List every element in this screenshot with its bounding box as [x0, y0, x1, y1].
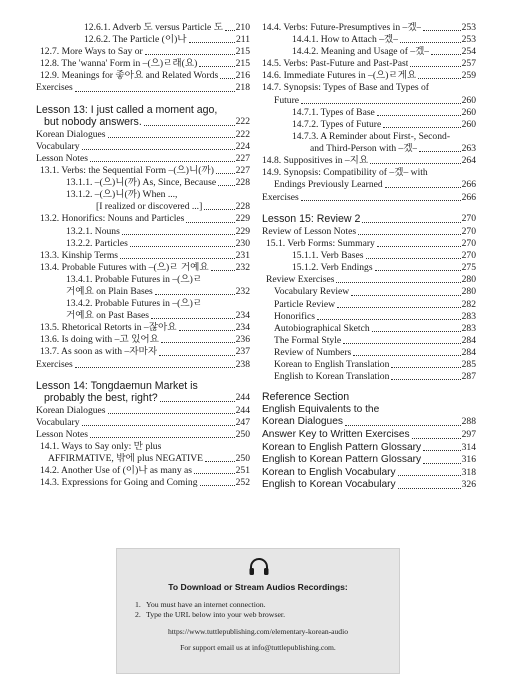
toc-entry [36, 262, 250, 274]
dot-leader [75, 367, 235, 368]
toc-entry [36, 238, 250, 250]
toc-entry-page: 228 [235, 201, 250, 213]
toc-entry-title: 12.7. More Ways to Say or [40, 46, 143, 58]
toc-entry-page: 270 [461, 238, 476, 250]
lesson15-title: Lesson 15: Review 2 [262, 213, 361, 226]
dot-leader [370, 163, 460, 164]
toc-entry [262, 347, 476, 359]
toc-entry [36, 58, 250, 70]
toc-entry [36, 70, 250, 82]
dot-leader [108, 413, 235, 414]
toc-entry [36, 453, 250, 465]
dot-leader [423, 463, 460, 464]
download-box-title: To Download or Stream Audios Recordings: [168, 582, 348, 592]
toc-entry-title: 13.2.2. Particles [66, 237, 128, 249]
toc-entry-title: 13.3. Kinship Terms [40, 249, 119, 261]
dot-leader [122, 234, 235, 235]
toc-entry-page: 283 [461, 310, 476, 322]
toc-entry [36, 286, 250, 298]
toc-entry [262, 95, 476, 107]
toc-entry-title: 15.1.2. Verb Endings [292, 262, 373, 274]
toc-entry [262, 371, 476, 383]
toc-entry-title: 13.6. Is doing with –고 있어요 [40, 334, 159, 346]
dot-leader [161, 342, 235, 343]
toc-entry-page: 247 [235, 416, 250, 428]
toc-entry-title: 12.6.1. Adverb 도 versus Particle 도 [84, 22, 223, 33]
toc-entry [36, 82, 250, 94]
toc-entry-page: 318 [461, 466, 476, 478]
lesson14-title-line2: probably the best, right? [44, 392, 158, 405]
toc-entry [262, 34, 476, 46]
toc-entry [36, 429, 250, 441]
lesson14-title-line1: Lesson 14: Tongdaemun Market is [36, 379, 198, 392]
toc-entry-title: 12.9. Meanings for 좋아요 and Related Words [40, 70, 219, 82]
toc-entry-page: 227 [235, 165, 250, 177]
toc-entry-title: Honorifics [274, 310, 316, 322]
toc-entry-title: Review of Lesson Notes [262, 226, 357, 237]
toc-entry-title: 13.7. As soon as with –자마자 [40, 346, 158, 358]
toc-entry-page: 224 [235, 140, 250, 152]
toc-entry-title: 거예요 on Plain Bases [66, 285, 153, 297]
dot-leader [317, 319, 461, 320]
dot-leader [108, 137, 235, 138]
toc-entry-title: 15.1. Verb Forms: Summary [266, 238, 375, 250]
toc-entry-title: The Formal Style [274, 334, 342, 346]
toc-entry [36, 250, 250, 262]
dot-leader [418, 78, 460, 79]
dot-leader [366, 258, 461, 259]
toc-entry-title: and Third-Person with –겠– [310, 142, 418, 154]
toc-entry-page: 280 [461, 286, 476, 298]
dot-leader [160, 401, 235, 402]
toc-entry-title: Lesson Notes [36, 429, 88, 440]
toc-entry-title: Future [274, 94, 300, 106]
toc-lesson13-entries [36, 129, 250, 371]
toc-entry-page: 260 [461, 94, 476, 106]
toc-entry [262, 299, 476, 311]
toc-entry-title: 14.8. Suppositives in –지요 [262, 155, 369, 167]
dot-leader [372, 331, 461, 332]
toc-entry-page: 252 [235, 477, 250, 489]
toc-entry-title: Korean Dialogues [36, 404, 106, 416]
toc-entry-page: 236 [235, 334, 250, 346]
toc-entry-title: Vocabulary [36, 416, 80, 428]
dot-leader [337, 307, 461, 308]
toc-entry [36, 141, 250, 153]
dot-leader [343, 343, 460, 344]
toc-entry [262, 479, 476, 492]
toc-lesson14-entries [36, 405, 250, 490]
toc-entry [262, 335, 476, 347]
dot-leader [204, 209, 234, 210]
dot-leader [211, 270, 235, 271]
dot-leader [391, 367, 460, 368]
dot-leader [90, 437, 235, 438]
toc-entry-title: [I realized or discovered ...] [96, 201, 203, 213]
toc-entry-page: 222 [235, 128, 250, 140]
toc-entry [262, 416, 476, 429]
audio-download-box [116, 548, 400, 674]
dot-leader [145, 54, 235, 55]
toc-entry [262, 442, 476, 455]
lesson14-heading [36, 380, 250, 405]
dot-leader [179, 330, 235, 331]
toc-entry-page: 232 [235, 285, 250, 297]
toc-entry [36, 322, 250, 334]
toc-entry [262, 359, 476, 371]
toc-entry-page: 215 [235, 58, 250, 70]
toc-entry [262, 58, 476, 70]
toc-entry-page: 257 [461, 58, 476, 70]
toc-entry-title: 14.7.1. Types of Base [292, 106, 375, 118]
toc-entry [36, 359, 250, 371]
toc-entry [262, 22, 476, 34]
dot-leader [391, 379, 460, 380]
toc-entry-page: 288 [461, 416, 476, 428]
toc-entry [36, 298, 250, 310]
toc-entry [262, 119, 476, 131]
dot-leader [351, 295, 460, 296]
dot-leader [301, 200, 461, 201]
toc-entry-title: 14.2. Another Use of (이)나 as many as [40, 465, 193, 477]
toc-entry [262, 179, 476, 191]
toc-entry-page: 260 [461, 106, 476, 118]
toc-entry-page: 287 [461, 371, 476, 383]
toc-entry-page: 216 [235, 70, 250, 82]
lesson15-page: 270 [461, 213, 476, 225]
toc-entry [36, 213, 250, 225]
toc-entry-title: 14.4. Verbs: Future-Presumptives in –겠– [262, 22, 422, 33]
toc-entry [36, 417, 250, 429]
lesson15-heading [262, 213, 476, 226]
toc-entry [36, 22, 250, 34]
toc-entry-page: 232 [235, 261, 250, 273]
toc-entry-title: 13.2.1. Nouns [66, 225, 120, 237]
toc-lesson14-continuation [262, 22, 476, 204]
dot-leader [410, 66, 460, 67]
toc-entry [36, 477, 250, 489]
toc-entry-page: 253 [461, 34, 476, 46]
toc-entry-page: 228 [235, 177, 250, 189]
toc-lesson15-entries [262, 226, 476, 383]
dot-leader [130, 246, 235, 247]
toc-entry-page: 266 [461, 179, 476, 191]
dot-leader [82, 149, 235, 150]
toc-entry-page: 210 [235, 22, 250, 33]
toc-entry [262, 46, 476, 58]
toc-entry-title: Korean to English Pattern Glossary [262, 441, 422, 453]
toc-entry [262, 429, 476, 442]
toc-entry-title: Vocabulary Review [274, 286, 350, 298]
toc-entry [36, 189, 250, 201]
toc-entry [262, 286, 476, 298]
dot-leader [423, 450, 460, 451]
lesson13-heading [36, 104, 250, 129]
lesson13-title-line2: but nobody answers. [44, 116, 142, 129]
toc-entry-page: 266 [461, 192, 476, 204]
toc-entry-page: 211 [235, 34, 250, 46]
dot-leader [151, 318, 235, 319]
toc-entry-page: 280 [461, 274, 476, 286]
toc-entry [262, 82, 476, 94]
toc-entry-page: 297 [461, 429, 476, 440]
toc-entry-title: Endings Previously Learned [274, 179, 383, 191]
toc-entry-page: 250 [235, 453, 250, 465]
dot-leader [419, 151, 460, 152]
toc-entry-title: 거예요 on Past Bases [66, 310, 149, 322]
dot-leader [385, 187, 461, 188]
dot-leader [194, 473, 235, 474]
dot-leader [75, 91, 235, 92]
dot-leader [345, 425, 461, 426]
toc-entry [262, 107, 476, 119]
toc-entry [36, 346, 250, 358]
dot-leader [144, 125, 235, 126]
toc-entry-page: 264 [461, 155, 476, 167]
dot-leader [377, 115, 461, 116]
toc-entry-page: 218 [235, 82, 250, 94]
toc-entry-page: 250 [235, 429, 250, 440]
toc-entry [262, 192, 476, 204]
toc-entry-title: 14.9. Synopsis: Compatibility of –겠– with [262, 167, 428, 179]
toc-entry-page: 251 [235, 465, 250, 477]
toc-left-column [36, 22, 250, 489]
toc-entry [36, 310, 250, 322]
toc-entry-title: Answer Key to Written Exercises [262, 429, 410, 440]
toc-entry [262, 250, 476, 262]
toc-entry [36, 465, 250, 477]
toc-entry [36, 129, 250, 141]
dot-leader [412, 438, 461, 439]
toc-entry-title: 13.2. Honorifics: Nouns and Particles [40, 213, 185, 225]
toc-entry-page: 260 [461, 118, 476, 130]
toc-entry-title: 14.4.1. How to Attach –겠– [292, 34, 398, 46]
lesson14-page: 244 [235, 392, 250, 404]
toc-entry-page: 270 [461, 226, 476, 237]
toc-entry-page: 284 [461, 346, 476, 358]
toc-entry-title: 14.7. Synopsis: Types of Base and Types of [262, 82, 429, 94]
toc-entry [36, 274, 250, 286]
dot-leader [205, 461, 235, 462]
toc-entry-page: 326 [461, 479, 476, 491]
toc-entry [36, 153, 250, 165]
toc-entry [262, 262, 476, 274]
toc-entry-title: Vocabulary [36, 140, 80, 152]
toc-entry-title: Korean to English Translation [274, 359, 390, 371]
toc-entry-title: Korean to English Vocabulary [262, 466, 396, 478]
toc-entry-title: Exercises [36, 82, 73, 94]
toc-entry-page: 215 [235, 46, 250, 58]
toc-entry-title: 15.1.1. Verb Bases [292, 250, 364, 262]
toc-entry-title: 13.1.2. –(으)니(까) When ..., [66, 189, 178, 201]
download-steps [135, 600, 285, 620]
toc-entry-title: English to Korean Translation [274, 371, 390, 383]
toc-entry-page: 238 [235, 358, 250, 370]
toc-entry-page: 230 [235, 237, 250, 249]
toc-entry-title: 14.7.2. Types of Future [292, 118, 382, 130]
toc-entry [262, 143, 476, 155]
toc-entry-title: Review of Numbers [274, 346, 352, 358]
dot-leader [200, 485, 235, 486]
toc-entry-title: 14.4.2. Meaning and Usage of –겠– [292, 46, 430, 58]
toc-reference-entries [262, 404, 476, 492]
toc-entry [262, 274, 476, 286]
dot-leader [400, 42, 461, 43]
toc-entry-page: 234 [235, 322, 250, 334]
toc-entry-page: 227 [235, 152, 250, 164]
lesson13-page: 222 [235, 116, 250, 128]
toc-entry [262, 404, 476, 417]
toc-entry-title: 13.5. Rhetorical Retorts in –잖아요 [40, 322, 177, 334]
dot-leader [423, 30, 460, 31]
dot-leader [90, 161, 235, 162]
toc-entry-title: English to Korean Vocabulary [262, 479, 396, 491]
toc-entry-title: 13.1. Verbs: the Sequential Form –(으)니(까) [40, 165, 214, 177]
toc-entry-title: Korean Dialogues [262, 416, 343, 428]
toc-entry-page: 234 [235, 310, 250, 322]
toc-entry [36, 165, 250, 177]
dot-leader [336, 282, 460, 283]
dot-leader [362, 222, 460, 223]
toc-entry [36, 226, 250, 238]
toc-entry-title: AFFIRMATIVE, 밖에 plus NEGATIVE [48, 453, 203, 465]
toc-entry-page: 237 [235, 346, 250, 358]
toc-entry [262, 467, 476, 480]
download-step: 2. Type the URL below into your web browser. [135, 610, 286, 619]
toc-entry-title: 14.3. Expressions for Going and Coming [40, 477, 198, 489]
dot-leader [358, 234, 461, 235]
toc-entry [262, 226, 476, 238]
toc-entry [36, 405, 250, 417]
dot-leader [398, 488, 461, 489]
dot-leader [377, 246, 461, 247]
toc-entry-title: 13.4.2. Probable Futures in –(으)ㄹ [66, 298, 203, 310]
toc-entry-title: 13.4.1. Probable Futures in –(으)ㄹ [66, 273, 203, 285]
audio-url-link[interactable]: https://www.tuttlepublishing.com/elementary-korean-audio [167, 627, 349, 636]
toc-entry-title: 14.5. Verbs: Past-Future and Past-Past [262, 58, 409, 70]
toc-entry-page: 253 [461, 22, 476, 33]
dot-leader [353, 355, 460, 356]
toc-entry-title: Korean Dialogues [36, 128, 106, 140]
toc-entry-title: Review Exercises [266, 274, 335, 286]
toc-entry-page: 244 [235, 404, 250, 416]
toc-entry-title: English to Korean Pattern Glossary [262, 454, 422, 466]
toc-entry-page: 282 [461, 298, 476, 310]
lesson13-title-line1: Lesson 13: I just called a moment ago, [36, 103, 218, 116]
download-step: 1. You must have an internet connection. [135, 600, 266, 609]
toc-entry-title: Lesson Notes [36, 152, 88, 164]
dot-leader [218, 185, 235, 186]
toc-entry-page: 283 [461, 322, 476, 334]
toc-entry [262, 167, 476, 179]
toc-entry-page: 231 [235, 249, 250, 261]
toc-right-column [262, 22, 476, 492]
toc-entry [262, 323, 476, 335]
toc-entry [262, 70, 476, 82]
dot-leader [120, 258, 235, 259]
dot-leader [398, 475, 461, 476]
toc-entry-page: 263 [461, 142, 476, 154]
toc-entry [36, 46, 250, 58]
toc-entry-page: 285 [461, 359, 476, 371]
toc-entry-page: 259 [461, 70, 476, 82]
dot-leader [189, 42, 235, 43]
toc-entry-title: Particle Review [274, 298, 336, 310]
toc-entry [36, 441, 250, 453]
toc-entry-page: 284 [461, 334, 476, 346]
toc-entry-title: 14.7.3. A Reminder about First-, Second- [292, 130, 451, 142]
toc-entry [36, 177, 250, 189]
toc-entry-title: 14.1. Ways to Say only: 만 plus [40, 441, 162, 453]
toc-entry [262, 311, 476, 323]
toc-entry-title: 13.1.1. –(으)니(까) As, Since, Because [66, 177, 217, 189]
dot-leader [159, 355, 235, 356]
toc-entry-page: 229 [235, 225, 250, 237]
headphones-icon [248, 558, 270, 576]
dot-leader [375, 270, 461, 271]
toc-entry [36, 201, 250, 213]
toc-entry [262, 454, 476, 467]
toc-entry-title: English Equivalents to the [262, 403, 380, 415]
toc-entry-title: 12.6.2. The Particle (이)나 [84, 34, 187, 46]
toc-entry-page: 270 [461, 250, 476, 262]
toc-entry-page: 275 [461, 262, 476, 274]
dot-leader [301, 103, 461, 104]
dot-leader [82, 425, 235, 426]
dot-leader [199, 66, 234, 67]
dot-leader [225, 30, 235, 31]
dot-leader [216, 173, 235, 174]
dot-leader [186, 222, 234, 223]
toc-entry-title: Exercises [36, 358, 73, 370]
toc-entry [262, 131, 476, 143]
toc-entry-page: 316 [461, 454, 476, 466]
toc-entry-title: 12.8. The 'wanna' Form in –(으)ㄹ래(요) [40, 58, 198, 70]
dot-leader [383, 127, 460, 128]
toc-lesson12-continuation [36, 22, 250, 95]
toc-entry-page: 229 [235, 213, 250, 225]
toc-entry-title: Exercises [262, 192, 299, 204]
dot-leader [155, 294, 235, 295]
dot-leader [431, 54, 460, 55]
support-email-text: For support email us at info@tuttlepublishing.com. [180, 643, 336, 652]
toc-entry-page: 314 [461, 441, 476, 453]
reference-section-title: Reference Section [262, 391, 350, 404]
toc-entry-title: 13.4. Probable Futures with –(으)ㄹ 거예요 [40, 261, 209, 273]
toc-entry [36, 34, 250, 46]
toc-entry-title: 14.6. Immediate Futures in –(으)ㄹ게요 [262, 70, 417, 82]
toc-entry [36, 334, 250, 346]
toc-entry-page: 254 [461, 46, 476, 58]
toc-entry-title: Autobiographical Sketch [274, 322, 370, 334]
dot-leader [220, 78, 234, 79]
toc-entry [262, 238, 476, 250]
toc-entry [262, 155, 476, 167]
